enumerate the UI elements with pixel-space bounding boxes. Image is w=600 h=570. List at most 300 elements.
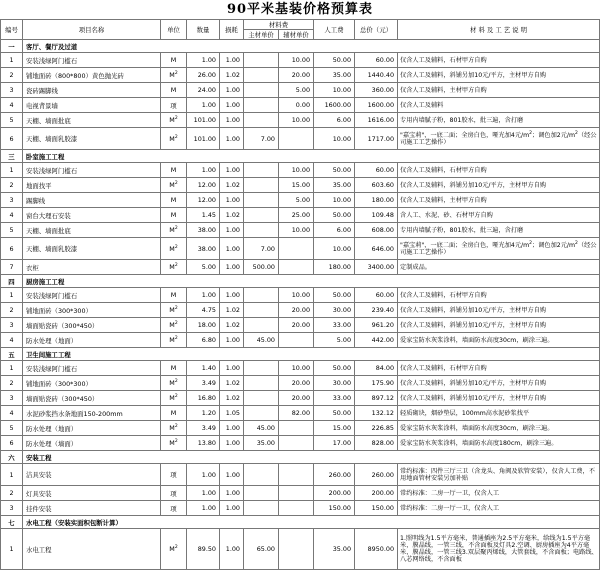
item-loss: 1.00 [220,238,244,260]
item-aux-material: 10.00 [279,288,314,303]
table-row [1,333,600,348]
item-labor: 33.00 [314,318,355,333]
item-total: 897.12 [355,391,398,406]
item-description: 仅含人工及辅料，斜铺另加10元/平方，主材甲方自购 [398,178,600,193]
item-total: 150.00 [355,501,398,516]
item-labor: 50.00 [314,208,355,223]
item-number: 2 [1,486,23,501]
item-main-material [244,98,279,113]
item-loss: 1.00 [220,128,244,150]
item-qty: 5.00 [187,260,220,275]
item-unit: $M^2$ [161,376,187,391]
item-aux-material: 10.00 [279,361,314,376]
item-qty: 1.00 [187,288,220,303]
item-total: 1600.00 [355,98,398,113]
item-name: 水泥砂浆挡水条地面150-200mm [23,406,161,421]
item-aux-material [279,529,314,570]
item-main-material [244,361,279,376]
item-labor: 5.00 [314,333,355,348]
item-name: 天棚、墙面批底 [23,113,161,128]
item-aux-material [279,501,314,516]
item-number: 1 [1,464,23,486]
item-unit: $M^2$ [161,260,187,275]
item-loss: 1.00 [220,223,244,238]
col-qty: 数量 [187,20,220,40]
item-number: 3 [1,501,23,516]
item-total: 226.85 [355,421,398,436]
item-number: 6 [1,128,23,150]
item-qty: 4.75 [187,303,220,318]
item-description: 爱家宝防水灰浆涂料，墙面防水高度30cm，刷涂三遍。 [398,421,600,436]
item-total: 260.00 [355,464,398,486]
section-number: 一 [1,40,23,53]
table-row [1,486,600,501]
item-labor: 50.00 [314,163,355,178]
section-title: 厨房施工工程 [23,275,600,288]
item-description: 轻质砌块，烟砂垫层，100mm高水泥砂浆找平 [398,406,600,421]
item-name: 铺地面砖（800*800）黄色抛光砖 [23,68,161,83]
item-loss: 1.00 [220,421,244,436]
item-aux-material: 10.00 [279,223,314,238]
col-main-material: 主材单价 [244,30,279,40]
item-main-material [244,303,279,318]
item-qty: 12.00 [187,178,220,193]
table-row [1,260,600,275]
section-title: 客厅、餐厅及过道 [23,40,600,53]
table-row [1,406,600,421]
item-qty: 1.40 [187,361,220,376]
item-name: 窗台大理石安装 [23,208,161,223]
section-title: 卫生间施工工程 [23,348,600,361]
item-number: 6 [1,436,23,451]
item-number: 2 [1,178,23,193]
table-row [1,193,600,208]
item-labor: 200.00 [314,486,355,501]
item-unit: M [161,208,187,223]
item-main-material [244,223,279,238]
item-description: 爱家宝防水灰浆涂料，墙面防水高度30cm，刷涂三遍。 [398,333,600,348]
item-name: 挂件安装 [23,501,161,516]
item-name: 洁具安装 [23,464,161,486]
item-name: 铺地面砖（300*300） [23,376,161,391]
item-loss: 1.00 [220,260,244,275]
section-row [1,150,600,163]
item-description: 常约标准：四件三厅三卫（含龙头、角阀及软管安装），仅含人工费，不用地面管材安装另加补贴 [398,464,600,486]
item-aux-material: 82.00 [279,406,314,421]
item-main-material [244,83,279,98]
item-loss: 1.02 [220,376,244,391]
item-total: 608.00 [355,223,398,238]
item-description: 仅含人工及辅料，石材甲方自购 [398,288,600,303]
item-labor: 10.00 [314,83,355,98]
item-unit: M [161,406,187,421]
section-number: 六 [1,451,23,464]
item-name: 瓷砖踢脚线 [23,83,161,98]
item-unit: $M^2$ [161,391,187,406]
item-description: 仅含人工及辅料，斜铺另加10元/平方，主材甲方自购 [398,376,600,391]
item-total: 200.00 [355,486,398,501]
item-name: 防水处理（地面） [23,421,161,436]
item-unit: $M^2$ [161,113,187,128]
item-qty: 1.00 [187,98,220,113]
item-unit: $M^2$ [161,238,187,260]
item-qty: 13.80 [187,436,220,451]
item-main-material: 7.00 [244,238,279,260]
item-number: 4 [1,333,23,348]
item-qty: 1.00 [187,53,220,68]
item-main-material [244,208,279,223]
table-row [1,318,600,333]
item-qty: 3.49 [187,421,220,436]
table-row [1,361,600,376]
table-row [1,288,600,303]
col-desc: 材 料 及 工 艺 说 明 [398,20,600,40]
item-aux-material: 5.00 [279,193,314,208]
item-labor: 35.00 [314,68,355,83]
item-main-material [244,486,279,501]
item-description: 仅含人工及辅料，石材甲方自购 [398,163,600,178]
item-labor: 30.00 [314,303,355,318]
item-labor: 50.00 [314,406,355,421]
item-aux-material [279,486,314,501]
item-loss: 1.02 [220,391,244,406]
item-main-material [244,406,279,421]
item-labor: 150.00 [314,501,355,516]
item-total: 646.00 [355,238,398,260]
section-number: 七 [1,516,23,529]
item-name: 墙面贴瓷砖（300*450） [23,391,161,406]
table-row [1,178,600,193]
item-aux-material: 20.00 [279,318,314,333]
item-name: 电视背景墙 [23,98,161,113]
item-total: 175.90 [355,376,398,391]
item-total: 442.00 [355,333,398,348]
item-qty: 89.50 [187,529,220,570]
item-unit: M [161,193,187,208]
item-number: 4 [1,98,23,113]
item-qty: 3.49 [187,376,220,391]
table-row [1,501,600,516]
item-aux-material [279,128,314,150]
item-main-material: 65.00 [244,529,279,570]
item-name: 墙面贴瓷砖（300*450） [23,318,161,333]
col-loss: 损耗 [220,20,244,40]
item-aux-material [279,464,314,486]
item-loss: 1.00 [220,361,244,376]
section-number: 三 [1,150,23,163]
item-description: 仅含人工及辅料，斜铺另加10元/平方，主材甲方自购 [398,303,600,318]
item-qty: 38.00 [187,223,220,238]
item-name: 铺地面砖（300*300） [23,303,161,318]
item-unit: $M^2$ [161,436,187,451]
item-name: 安装浅绿阿门槛石 [23,288,161,303]
item-labor: 33.00 [314,391,355,406]
col-unit: 单位 [161,20,187,40]
sheet-title: 90平米基装价格预算表 [226,2,374,17]
item-aux-material: 25.00 [279,208,314,223]
item-main-material [244,53,279,68]
item-unit: M [161,288,187,303]
item-qty: 101.00 [187,113,220,128]
table-row [1,391,600,406]
item-unit: M [161,83,187,98]
item-total: 60.00 [355,53,398,68]
item-labor: 17.00 [314,436,355,451]
item-loss: 1.00 [220,163,244,178]
item-number: 1 [1,53,23,68]
item-description: 仅含人工及辅料，石材甲方自购 [398,53,600,68]
col-total: 总价（元） [355,20,398,40]
table-row [1,303,600,318]
item-unit: $M^2$ [161,128,187,150]
item-main-material: 7.00 [244,128,279,150]
item-main-material [244,193,279,208]
section-row [1,451,600,464]
item-labor: 30.00 [314,376,355,391]
item-total: 8950.00 [355,529,398,570]
item-description: 仅含人工及辅料，主材甲方自购 [398,193,600,208]
item-total: 603.60 [355,178,398,193]
item-aux-material: 20.00 [279,391,314,406]
item-description: 专用内墙腻子粉，801胶水，批三遍，含打磨 [398,223,600,238]
section-row [1,516,600,529]
item-number: 1 [1,288,23,303]
item-unit: $M^2$ [161,223,187,238]
section-row [1,40,600,53]
item-number: 2 [1,68,23,83]
item-unit: $M^2$ [161,178,187,193]
item-loss: 1.00 [220,193,244,208]
col-labor: 人工费 [314,20,355,40]
item-loss: 1.00 [220,529,244,570]
item-number: 3 [1,318,23,333]
item-unit: 项 [161,98,187,113]
item-aux-material: 20.00 [279,303,314,318]
item-number: 6 [1,238,23,260]
item-qty: 6.80 [187,333,220,348]
item-total: 180.00 [355,193,398,208]
item-description: 常约标准：二房一厅一卫，仅含人工 [398,501,600,516]
item-loss: 1.02 [220,68,244,83]
item-number: 2 [1,303,23,318]
item-labor: 10.00 [314,193,355,208]
item-main-material [244,318,279,333]
item-aux-material: 10.00 [279,163,314,178]
item-main-material [244,68,279,83]
item-number: 4 [1,208,23,223]
item-number: 5 [1,113,23,128]
table-row [1,223,600,238]
item-qty: 1.00 [187,163,220,178]
item-main-material [244,501,279,516]
item-unit: 项 [161,486,187,501]
item-name: 踢脚线 [23,193,161,208]
item-unit: M [161,361,187,376]
section-row [1,275,600,288]
item-total: 239.40 [355,303,398,318]
item-aux-material: 15.00 [279,178,314,193]
item-name: 衣柜 [23,260,161,275]
item-loss: 1.00 [220,113,244,128]
item-loss: 1.00 [220,53,244,68]
item-number: 3 [1,83,23,98]
item-unit: $M^2$ [161,421,187,436]
col-material: 材料费 [244,20,314,30]
table-header [1,20,600,40]
item-aux-material: 0.00 [279,98,314,113]
item-number: 5 [1,421,23,436]
section-title: 卧室施工工程 [23,150,600,163]
item-qty: 38.00 [187,238,220,260]
item-description: 仅含人工及辅料，斜铺另加10元/平方，主材甲方自购 [398,318,600,333]
item-description: "嘉宝莉"，一底二面；全房白色，哑光加4元$/m^2$；调色加2元$/m^2$（经公司施工工艺操作） [398,128,600,150]
item-labor: 50.00 [314,53,355,68]
item-total: 1717.00 [355,128,398,150]
item-loss: 1.02 [220,178,244,193]
item-qty: 101.00 [187,128,220,150]
item-aux-material: 5.00 [279,83,314,98]
table-body [1,40,600,570]
table-row [1,53,600,68]
item-aux-material [279,260,314,275]
table-row [1,529,600,570]
item-loss: 1.00 [220,288,244,303]
item-labor: 1600.00 [314,98,355,113]
table-row [1,436,600,451]
item-total: 3400.00 [355,260,398,275]
table-row [1,238,600,260]
item-total: 84.00 [355,361,398,376]
item-number: 1 [1,529,23,570]
item-total: 961.20 [355,318,398,333]
item-description: 专用内墙腻子粉，801胶水，批三遍，含打磨 [398,113,600,128]
table-row [1,163,600,178]
item-loss: 1.00 [220,98,244,113]
item-main-material [244,113,279,128]
item-description: 仅含人工及辅料，斜铺另加10元/平方，主材甲方自购 [398,68,600,83]
item-main-material [244,376,279,391]
item-main-material [244,464,279,486]
item-total: 1616.00 [355,113,398,128]
item-main-material: 45.00 [244,421,279,436]
item-loss: 1.05 [220,406,244,421]
item-description: 仅含人工及辅料，石材甲方自购 [398,361,600,376]
item-labor: 50.00 [314,288,355,303]
item-qty: 26.00 [187,68,220,83]
item-qty: 1.00 [187,486,220,501]
item-name: 地面找平 [23,178,161,193]
item-unit: $M^2$ [161,318,187,333]
item-total: 828.00 [355,436,398,451]
item-number: 4 [1,406,23,421]
table-row [1,421,600,436]
item-number: 1 [1,361,23,376]
budget-table [0,19,600,570]
item-unit: M [161,163,187,178]
item-name: 天棚、墙面乳胶漆 [23,238,161,260]
item-qty: 1.45 [187,208,220,223]
table-row [1,113,600,128]
item-total: 60.00 [355,163,398,178]
item-loss: 1.02 [220,303,244,318]
item-loss: 1.00 [220,486,244,501]
item-aux-material: 20.00 [279,376,314,391]
item-number: 2 [1,376,23,391]
item-labor: 35.00 [314,529,355,570]
item-total: 132.12 [355,406,398,421]
item-qty: 1.00 [187,464,220,486]
item-description: 爱家宝防水灰浆涂料，墙面防水高度180cm，刷涂三遍。 [398,436,600,451]
item-aux-material [279,421,314,436]
item-aux-material [279,238,314,260]
item-main-material [244,163,279,178]
item-name: 防水处理（墙面） [23,436,161,451]
item-loss: 1.02 [220,208,244,223]
item-loss: 1.00 [220,436,244,451]
item-name: 防水处理（地面） [23,333,161,348]
item-number: 3 [1,391,23,406]
item-number: 7 [1,260,23,275]
item-qty: 12.00 [187,193,220,208]
item-unit: M [161,53,187,68]
table-row [1,464,600,486]
table-row [1,208,600,223]
item-name: 水电工程 [23,529,161,570]
item-loss: 1.00 [220,333,244,348]
item-qty: 1.20 [187,406,220,421]
item-aux-material [279,436,314,451]
item-main-material [244,288,279,303]
item-description: 常约标准：二房一厅一卫，仅含人工 [398,486,600,501]
item-labor: 35.00 [314,178,355,193]
item-loss: 1.00 [220,464,244,486]
section-title: 安装工程 [23,451,600,464]
item-labor: 260.00 [314,464,355,486]
item-total: 360.00 [355,83,398,98]
item-name: 安装浅绿阿门槛石 [23,361,161,376]
item-aux-material: 10.00 [279,53,314,68]
item-qty: 1.00 [187,501,220,516]
item-main-material: 35.00 [244,436,279,451]
item-loss: 1.00 [220,83,244,98]
item-aux-material: 20.00 [279,68,314,83]
item-name: 天棚、墙面乳胶漆 [23,128,161,150]
item-name: 安装浅绿阿门槛石 [23,163,161,178]
item-name: 天棚、墙面批底 [23,223,161,238]
item-main-material: 45.00 [244,333,279,348]
item-description: 仅含人工及辅料，斜铺另加10元/平方，主材甲方自购 [398,391,600,406]
table-row [1,376,600,391]
item-qty: 24.00 [187,83,220,98]
item-number: 5 [1,223,23,238]
item-aux-material: 10.00 [279,113,314,128]
table-row [1,128,600,150]
item-name: 安装浅绿阿门槛石 [23,53,161,68]
item-unit: 项 [161,464,187,486]
item-main-material: 500.00 [244,260,279,275]
item-unit: $M^2$ [161,333,187,348]
item-qty: 16.80 [187,391,220,406]
item-description: 1.照明线为1.5平方毫米，普通插座为2.5平方毫米，给线为1.5平方毫米，膜晶线，一管三线，不含面板及灯具2.空调、厨房插座为4平方毫米，膜晶线，一管三线3.双层聚丙烯线，大管套线，不含面板；电路线、八芯网络线，不含面板 [398,529,600,570]
table-row [1,98,600,113]
table-row [1,83,600,98]
col-no: 编号 [1,20,23,40]
item-total: 1440.40 [355,68,398,83]
item-labor: 10.00 [314,128,355,150]
item-unit: $M^2$ [161,529,187,570]
item-labor: 50.00 [314,361,355,376]
item-number: 1 [1,163,23,178]
